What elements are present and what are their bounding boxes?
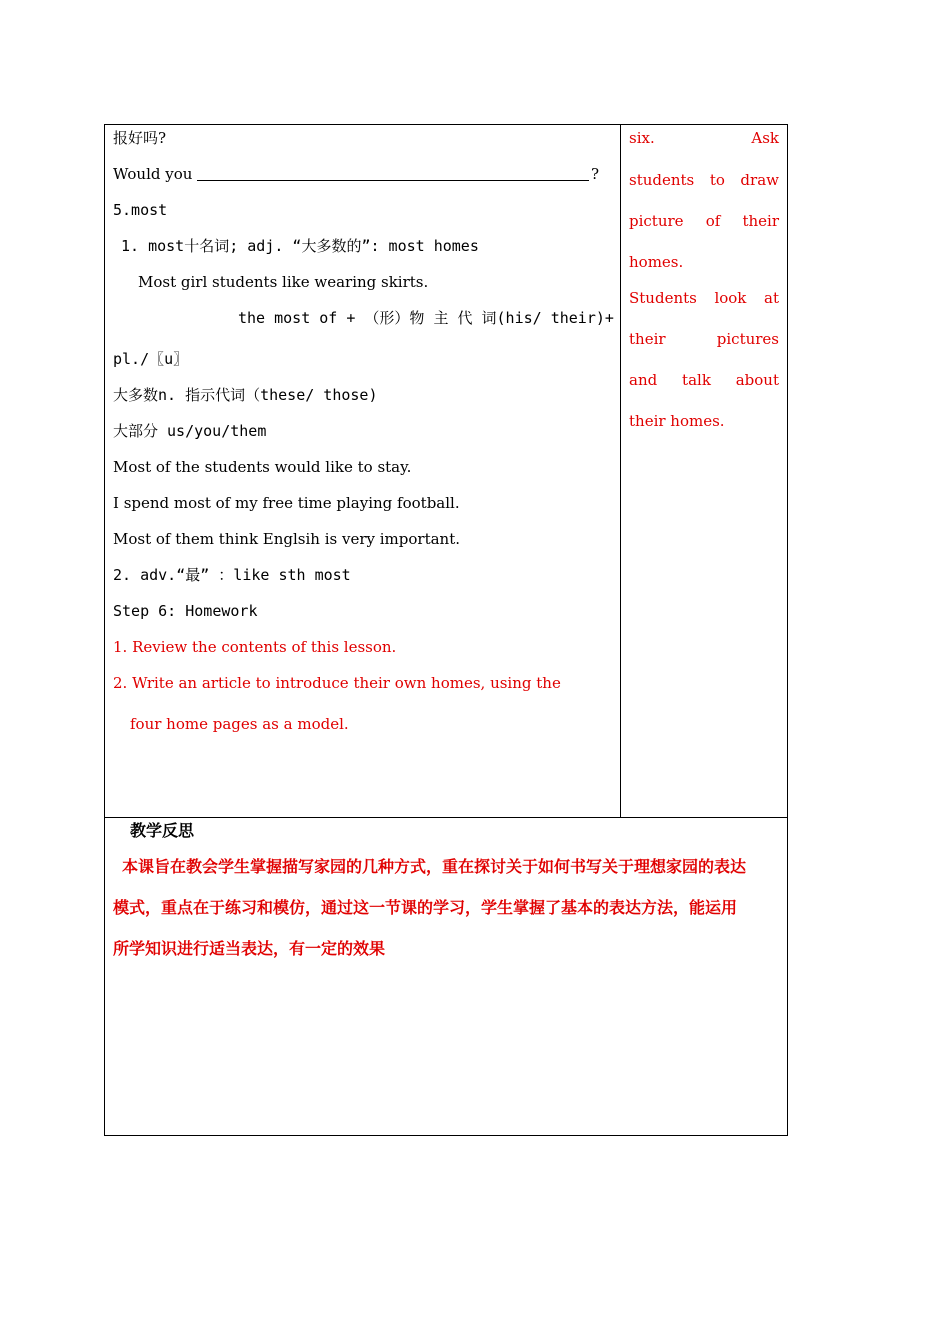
right-row-8: their homes. — [629, 412, 725, 430]
column-divider — [620, 125, 621, 817]
left-line-1: 报好吗? — [113, 129, 167, 147]
homework-item-1: 1. Review the contents of this lesson. — [113, 638, 397, 656]
homework-item-2-cont: four home pages as a model. — [130, 715, 349, 733]
left-line-5: Most girl students like wearing skirts. — [138, 273, 429, 291]
row-divider — [105, 817, 787, 818]
reflection-line-3: 所学知识进行适当表达，有一定的效果 — [113, 939, 386, 958]
reflection-heading: 教学反思 — [130, 821, 195, 840]
right-row-5: Students look at — [629, 289, 779, 307]
left-line-11: I spend most of my free time playing football. — [113, 494, 460, 512]
right-row-2: students to draw — [629, 171, 779, 189]
homework-item-2: 2. Write an article to introduce their own homes, using the — [113, 674, 561, 692]
step-heading: Step 6: Homework — [113, 602, 258, 620]
left-line-6: the most of + （形）物 主 代 词(his/ their)+ — [238, 309, 614, 327]
left-line-4: 1. most十名词; adj. “大多数的”: most homes — [121, 237, 479, 255]
right-row-7: and talk about — [629, 371, 779, 389]
left-line-10: Most of the students would like to stay. — [113, 458, 412, 476]
answer-blank — [197, 180, 589, 181]
left-line-9: 大部分 us/you/them — [113, 422, 267, 440]
reflection-line-1: 本课旨在教会学生掌握描写家园的几种方式，重在探讨关于如何书写关于理想家园的表达 — [122, 857, 747, 876]
left-line-13: 2. adv.“最” ：like sth most — [113, 566, 351, 584]
left-line-12: Most of them think Englsih is very important. — [113, 530, 461, 548]
question-mark: ? — [591, 165, 600, 183]
left-line-3: 5.most — [113, 201, 168, 219]
left-line-8: 大多数n. 指示代词（these/ those) — [113, 386, 378, 404]
would-you-label: Would you — [113, 165, 193, 183]
left-line-7: pl./〖u〗 — [113, 350, 189, 368]
right-row-3: picture of their — [629, 212, 779, 230]
right-row-1: six. Ask — [629, 129, 779, 147]
right-row-4: homes. — [629, 253, 684, 271]
reflection-line-2: 模式，重点在于练习和模仿，通过这一节课的学习，学生掌握了基本的表达方法，能运用 — [113, 898, 738, 917]
right-row-6: their pictures — [629, 330, 779, 348]
